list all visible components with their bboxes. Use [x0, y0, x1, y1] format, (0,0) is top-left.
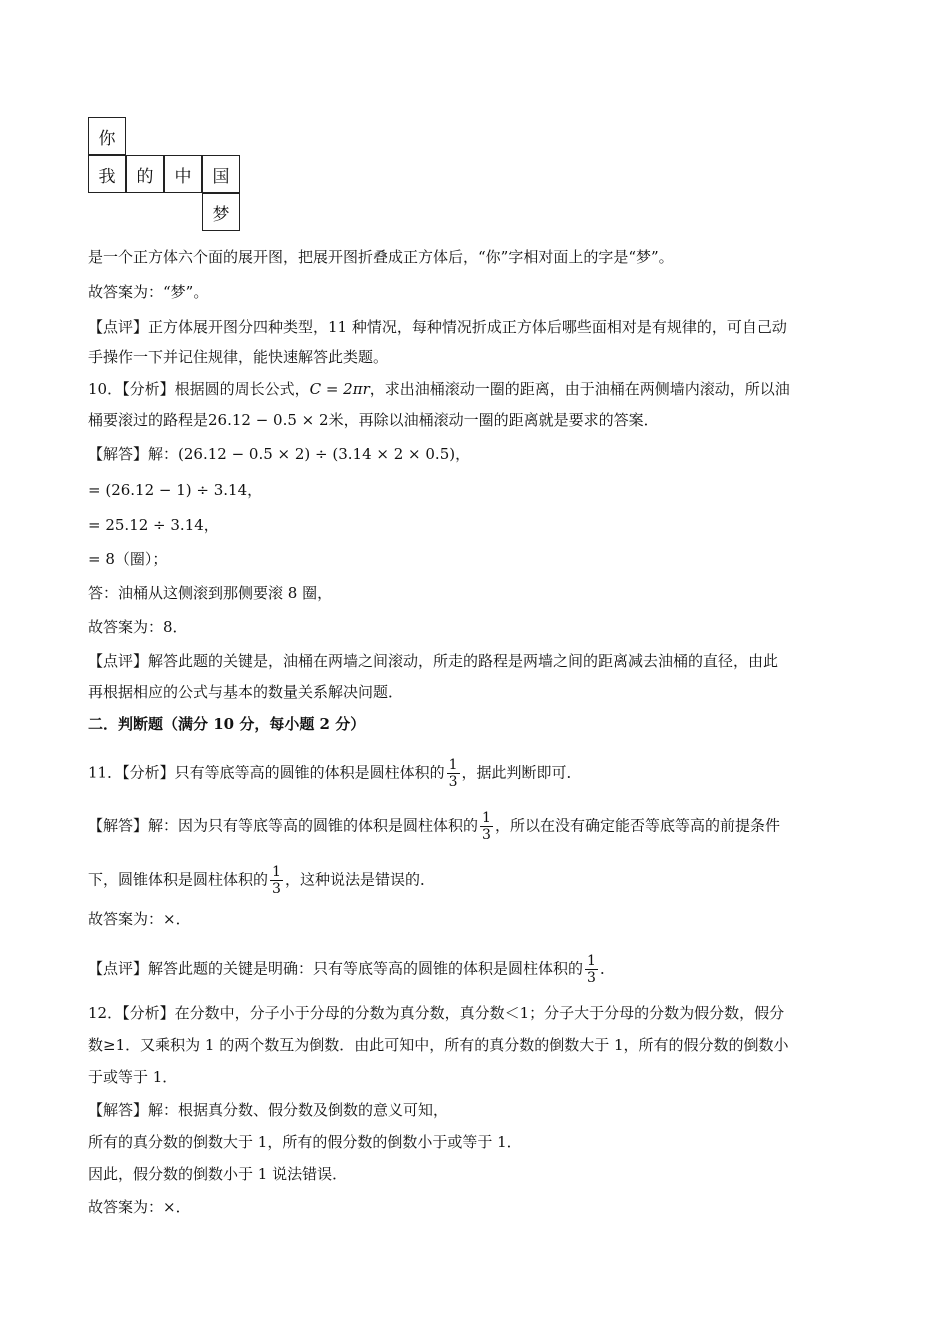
fraction-one-third — [447, 757, 460, 790]
text: 【点评】解答此题的关键是明确：只有等底等高的圆锥的体积是圆柱体积的 — [88, 959, 584, 978]
fraction-denominator: 3 — [587, 970, 596, 986]
fraction-denominator: 3 — [482, 827, 491, 843]
text: ， — [247, 481, 263, 499]
text: ，所以在没有确定能否等底等高的前提条件 — [494, 816, 780, 835]
fraction-one-third — [585, 953, 598, 986]
net-cell-meng: 梦 — [202, 193, 240, 231]
text: 下，圆锥体积是圆柱体积的 — [88, 870, 269, 889]
fraction-numerator: 1 — [482, 810, 491, 826]
text: 米，再除以油桶滚动一圈的距离就是要求的答案． — [328, 411, 659, 429]
net-cell-de: 的 — [126, 155, 164, 193]
fraction-denominator: 3 — [272, 881, 281, 897]
text-line — [88, 757, 582, 790]
fraction-numerator: 1 — [448, 757, 458, 773]
text: 【解答】解：因为只有等底等高的圆锥的体积是圆柱体积的 — [88, 816, 479, 835]
net-cell-wo: 我 — [88, 155, 126, 193]
fraction-one-third — [270, 864, 283, 897]
section-heading: 二．判断题（满分 10 分，每小题 2 分） — [88, 715, 366, 733]
net-cell-zhong: 中 — [164, 155, 202, 193]
formula: (26.12 − 0.5 × 2) ÷ (3.14 × 2 × 0.5) — [178, 445, 456, 463]
text-line: 所有的真分数的倒数大于 1，所有的假分数的倒数小于或等于 1． — [88, 1133, 522, 1151]
fraction-numerator: 1 — [272, 864, 281, 880]
text-line: 因此，假分数的倒数小于 1 说法错误． — [88, 1165, 348, 1183]
text-line — [88, 443, 470, 465]
text-line: 故答案为：×． — [88, 1198, 191, 1216]
text-line — [88, 548, 167, 570]
fraction-numerator: 1 — [587, 953, 596, 969]
formula: = 25.12 ÷ 3.14 — [88, 516, 204, 534]
text-line — [88, 810, 780, 843]
text-line: 【解答】解：根据真分数、假分数及倒数的意义可知， — [88, 1101, 449, 1119]
fraction-one-third — [480, 810, 493, 843]
formula: C = 2πr — [309, 380, 370, 398]
text-line: 12．【分析】在分数中，分子小于分母的分数为真分数，真分数＜1；分子大于分母的分数为假分数，假分 — [88, 1004, 785, 1022]
formula: = (26.12 − 1) ÷ 3.14 — [88, 481, 248, 499]
text-line: 答：油桶从这侧滚到那侧要滚 8 圈， — [88, 584, 333, 602]
net-cell-guo: 国 — [202, 155, 240, 193]
formula: = 8 — [88, 550, 115, 568]
text: ，求出油桶滚动一圈的距离，由于油桶在两侧墙内滚动，所以油 — [369, 380, 790, 398]
text: ， — [455, 445, 471, 463]
text-line: 是一个正方体六个面的展开图，把展开图折叠成正方体后，“你”字相对面上的字是“梦”。 — [88, 248, 674, 266]
text: ． — [599, 959, 615, 978]
text-line: 于或等于 1． — [88, 1068, 178, 1086]
text: 桶要滚过的路程是 — [88, 411, 209, 429]
net-cell-ni: 你 — [88, 117, 126, 155]
text: ，据此判断即可． — [461, 763, 582, 782]
text: ， — [203, 516, 219, 534]
fraction-denominator: 3 — [448, 774, 458, 790]
cube-net-figure — [88, 117, 244, 233]
text-line: 【点评】解答此题的关键是，油桶在两墙之间滚动，所走的路程是两墙之间的距离减去油桶的直径，由此 — [88, 652, 779, 670]
text-line — [88, 864, 435, 897]
text-line — [88, 409, 659, 431]
text-line: 数≥1．又乘积为 1 的两个数互为倒数．由此可知中，所有的真分数的倒数大于 1，所有的假分数的倒数小 — [88, 1036, 789, 1054]
text-line: 故答案为：“梦”。 — [88, 283, 209, 301]
formula: 26.12 − 0.5 × 2 — [208, 411, 329, 429]
text-line: 手操作一下并记住规律，能快速解答此类题。 — [88, 348, 389, 366]
text-line — [88, 514, 219, 536]
text-line — [88, 378, 790, 400]
text: 11．【分析】只有等底等高的圆锥的体积是圆柱体积的 — [88, 763, 445, 782]
text-line: 故答案为：×． — [88, 910, 191, 928]
text: 10．【分析】根据圆的周长公式， — [88, 380, 310, 398]
text: （圈）； — [114, 550, 168, 568]
text-line: 故答案为：8． — [88, 618, 188, 636]
text: 【解答】解： — [88, 445, 179, 463]
text-line: 再根据相应的公式与基本的数量关系解决问题． — [88, 683, 404, 701]
text-line — [88, 479, 262, 501]
text-line — [88, 953, 615, 986]
text: ，这种说法是错误的． — [284, 870, 435, 889]
text-line: 【点评】正方体展开图分四种类型，11 种情况，每种情况折成正方体后哪些面相对是有规律的，可自己动 — [88, 318, 787, 336]
